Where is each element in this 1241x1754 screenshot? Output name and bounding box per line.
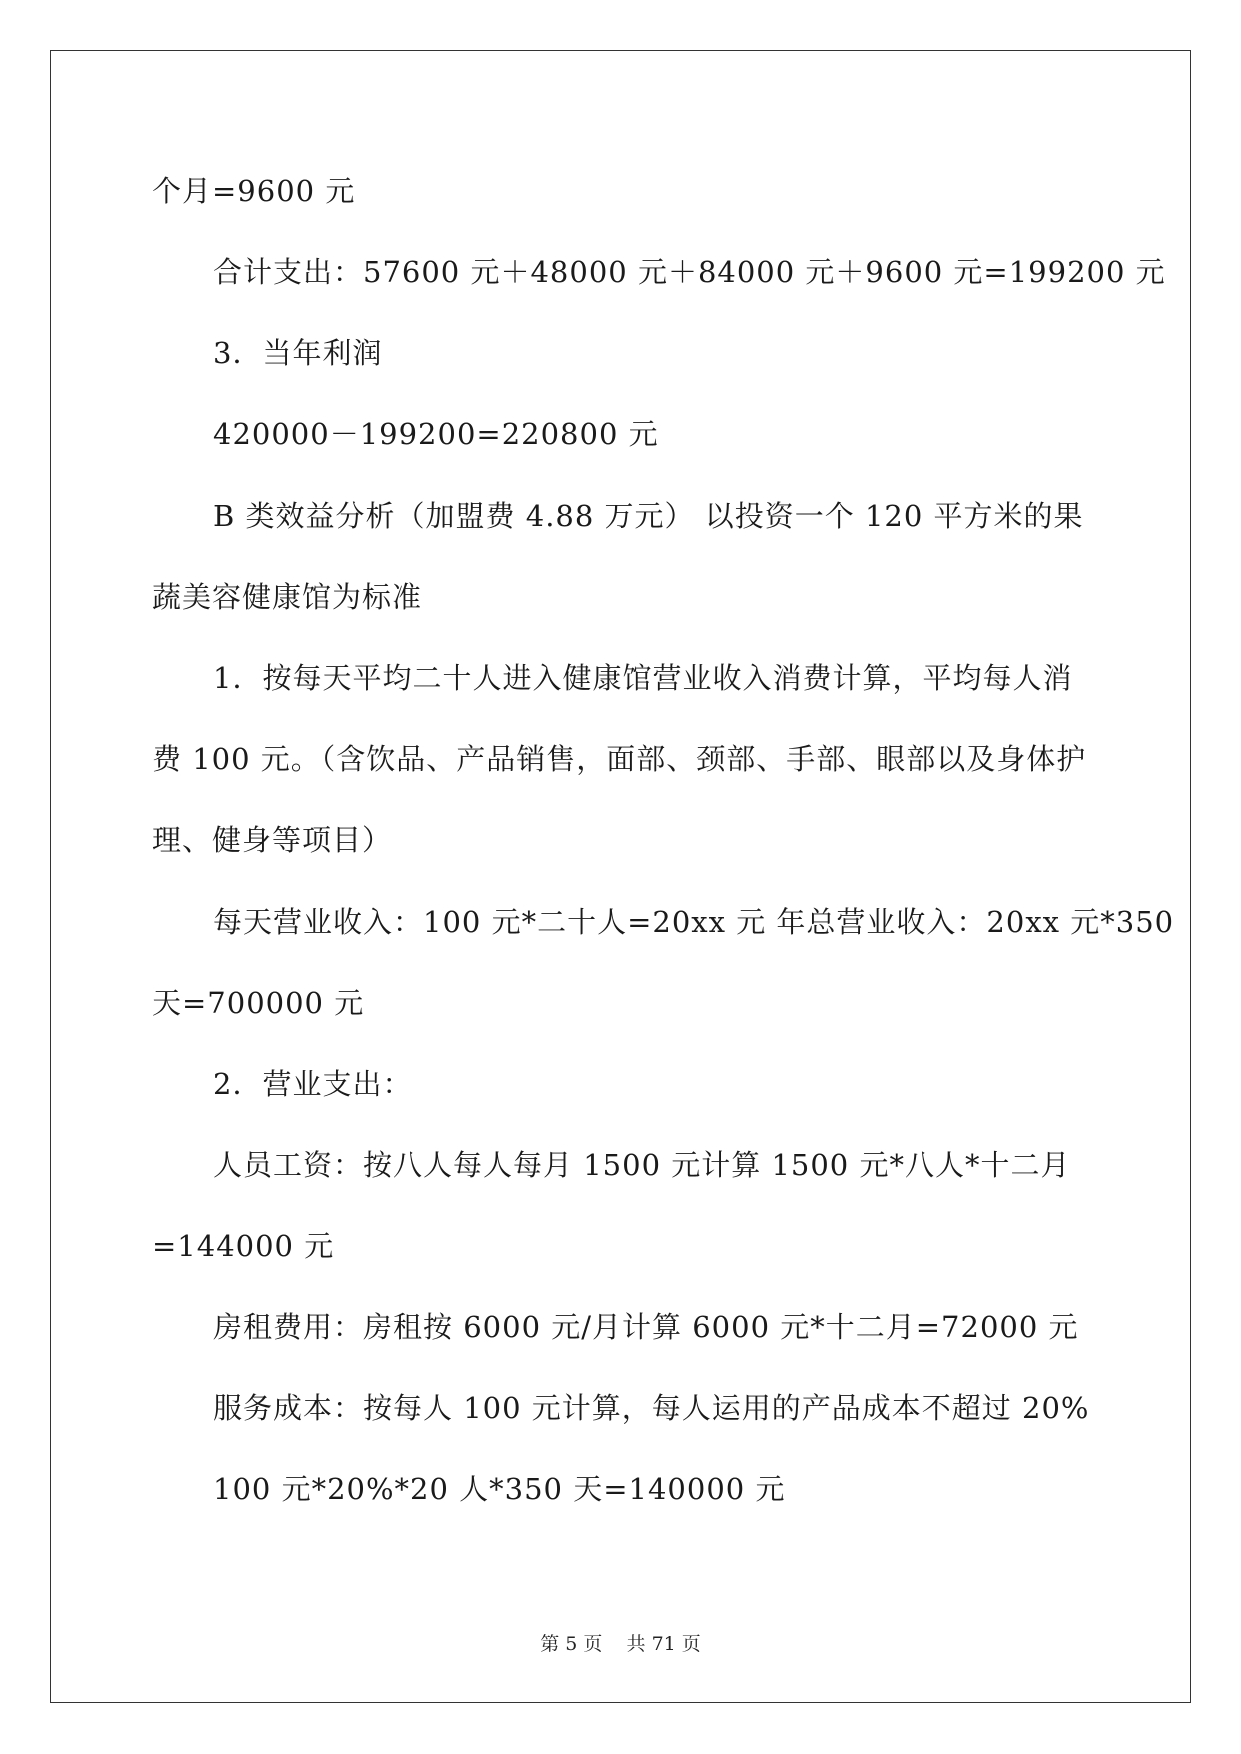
- text-line-6: 蔬美容健康馆为标准: [152, 580, 423, 614]
- text-line-17: 100 元*20%*20 人*350 天=140000 元: [213, 1472, 786, 1506]
- text-line-16: 服务成本：按每人 100 元计算，每人运用的产品成本不超过 20%: [213, 1391, 1090, 1425]
- page-border: [50, 50, 1191, 1703]
- text-line-8: 费 100 元。（含饮品、产品销售，面部、颈部、手部、眼部以及身体护: [152, 742, 1087, 776]
- text-line-3: 3．当年利润: [213, 336, 383, 370]
- text-line-12: 2．营业支出：: [213, 1067, 413, 1101]
- text-line-13: 人员工资：按八人每人每月 1500 元计算 1500 元*八人*十二月: [213, 1148, 1071, 1182]
- text-line-14: =144000 元: [152, 1229, 335, 1263]
- page-number: 第 5 页: [540, 1633, 603, 1655]
- text-line-2: 合计支出：57600 元＋48000 元＋84000 元＋9600 元=199200 元: [213, 255, 1166, 289]
- text-line-7: 1．按每天平均二十人进入健康馆营业收入消费计算，平均每人消: [213, 661, 1073, 695]
- text-line-10: 每天营业收入：100 元*二十人=20xx 元 年总营业收入：20xx 元*350: [213, 905, 1175, 939]
- text-line-11: 天=700000 元: [152, 986, 365, 1020]
- page-total: 共 71 页: [626, 1633, 701, 1655]
- text-line-1: 个月=9600 元: [152, 174, 356, 208]
- page-footer: [0, 1632, 1241, 1656]
- text-line-5: B 类效益分析（加盟费 4.88 万元） 以投资一个 120 平方米的果: [213, 499, 1084, 533]
- text-line-9: 理、健身等项目）: [152, 823, 393, 857]
- text-line-15: 房租费用：房租按 6000 元/月计算 6000 元*十二月=72000 元: [213, 1310, 1079, 1344]
- text-line-4: 420000－199200=220800 元: [213, 417, 659, 451]
